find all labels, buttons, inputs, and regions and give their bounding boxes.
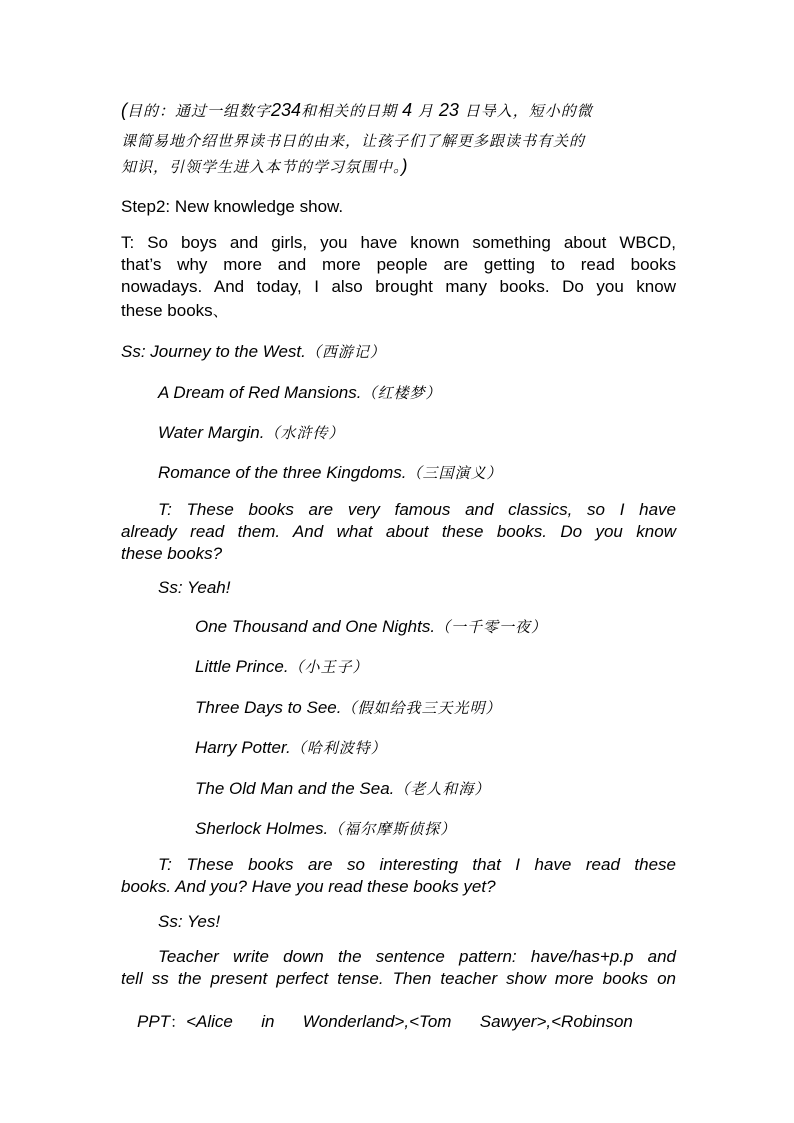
purpose-text-1: 目的：通过一组数字: [127, 102, 272, 120]
teacher-colon: ：: [170, 1013, 187, 1031]
teacher-line-2: tell ss the present perfect tense. Then teacher show more books on: [121, 969, 676, 988]
book-line: [195, 697, 501, 718]
t1-line-4-text: these books: [121, 301, 213, 320]
book-line: [195, 778, 490, 799]
book-line: [195, 737, 387, 758]
book-title-zh: （一千零一夜）: [435, 618, 548, 636]
book-title-zh: （假如给我三天光明）: [341, 699, 502, 717]
purpose-number-23: 23: [438, 100, 459, 120]
book-title-en: Ss: Journey to the West.: [121, 342, 306, 361]
t3-line-1: T: These books are so interesting that I have read these: [158, 855, 676, 874]
ss-yes: Ss: Yes!: [158, 912, 221, 931]
book-title-zh: （水浒传）: [264, 424, 345, 442]
book-title-en: Little Prince.: [195, 657, 289, 676]
purpose-number-234: 234: [271, 100, 302, 120]
t1-line-1: T: So boys and girls, you have known something about WBCD,: [121, 233, 676, 252]
purpose-close-paren: ): [401, 156, 408, 176]
t2-line-2: already read them. And what about these books. Do you know: [121, 522, 676, 541]
purpose-text-2: 和相关的日期: [301, 102, 398, 120]
book-title-en: Romance of the three Kingdoms.: [158, 463, 407, 482]
book-line: [195, 818, 456, 839]
book-title-zh: （小王子）: [288, 658, 369, 676]
purpose-open-paren: (: [121, 100, 127, 120]
purpose-number-4: 4: [402, 100, 413, 120]
book-title-zh: （福尔摩斯侦探）: [328, 820, 457, 838]
book-title-en: Water Margin.: [158, 423, 265, 442]
book-title-zh: （红楼梦）: [361, 384, 442, 402]
t3-line-2: books. And you? Have you read these books yet?: [121, 877, 496, 896]
book-title-en: The Old Man and the Sea.: [195, 779, 395, 798]
purpose-text-4: 日导入，短小的微: [464, 102, 593, 120]
book-title-en: A Dream of Red Mansions.: [158, 383, 362, 402]
book-title-zh: （老人和海）: [394, 780, 491, 798]
teacher-line-3: [121, 993, 676, 1050]
book-title-zh: （三国演义）: [406, 464, 503, 482]
book-title-en: Three Days to See.: [195, 698, 342, 717]
teacher-ppt: PPT: [137, 1012, 171, 1031]
teacher-book-list: <Alice in Wonderland>,<Tom Sawyer>,<Robinson: [186, 1012, 633, 1031]
book-title-zh: （哈利波特）: [290, 739, 387, 757]
purpose-text-3: 月: [417, 102, 434, 120]
book-line: [158, 462, 503, 483]
purpose-line-2: 课简易地介绍世界读书日的由来，让孩子们了解更多跟读书有关的: [121, 132, 586, 150]
book-line: [158, 422, 344, 443]
t1-line-4: [121, 300, 229, 321]
purpose-line-3: [121, 156, 408, 177]
book-line: [158, 382, 441, 403]
t1-line-4-mark: 、: [212, 302, 229, 320]
t1-line-2: that’s why more and more people are getting to read books: [121, 255, 676, 274]
book-line: [195, 616, 547, 637]
t1-line-3: nowadays. And today, I also brought many books. Do you know: [121, 277, 676, 296]
ss-yeah: Ss: Yeah!: [158, 578, 231, 597]
teacher-line-1: Teacher write down the sentence pattern: have/has+p.p and: [158, 947, 676, 966]
purpose-text-5: 知识，引领学生进入本节的学习氛围中。: [121, 158, 402, 176]
book-line: [121, 341, 386, 362]
book-title-en: One Thousand and One Nights.: [195, 617, 436, 636]
t2-line-1: T: These books are very famous and classics, so I have: [158, 500, 676, 519]
purpose-line-1: [121, 100, 593, 121]
book-title-en: Harry Potter.: [195, 738, 291, 757]
book-title-en: Sherlock Holmes.: [195, 819, 329, 838]
t2-line-3: these books?: [121, 544, 223, 563]
step2-heading: Step2: New knowledge show.: [121, 197, 344, 216]
book-title-zh: （西游记）: [305, 343, 386, 361]
book-line: [195, 656, 369, 677]
